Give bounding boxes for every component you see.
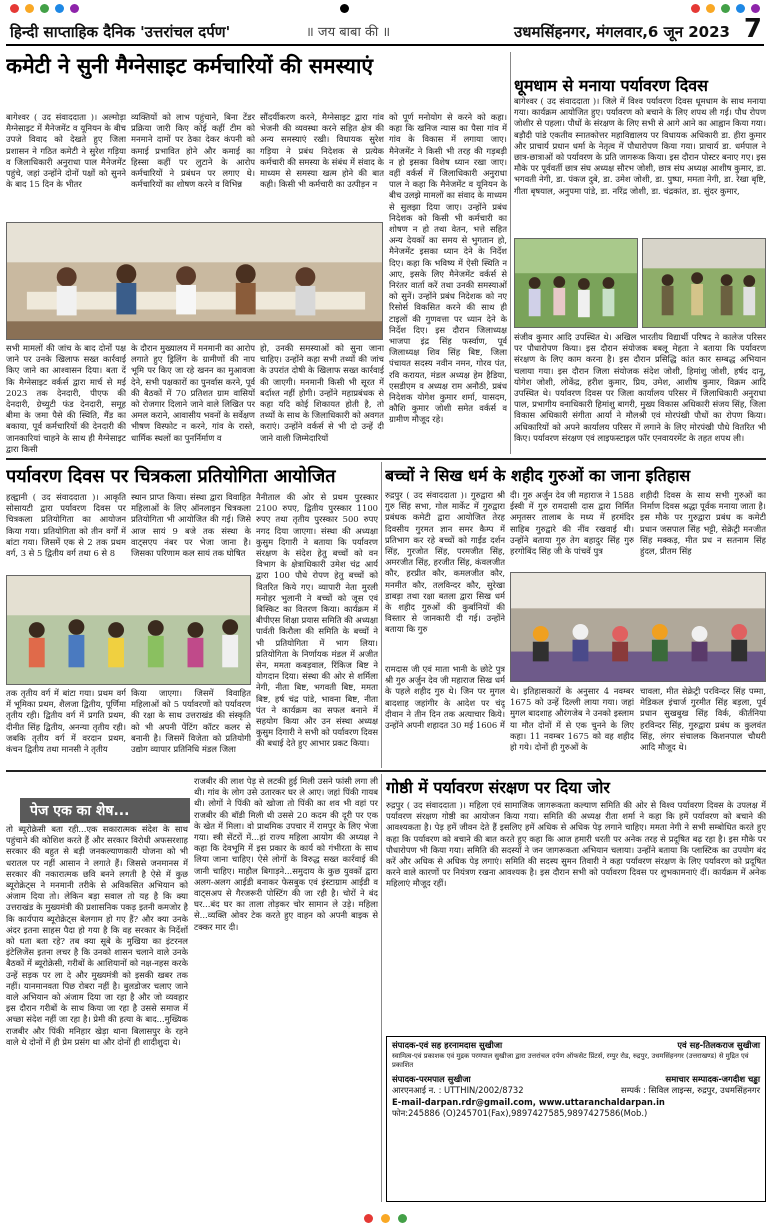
color-dots-left [10,4,79,14]
story3-col2: स्थान प्राप्त किया। संस्था द्वारा विवाहित महिलाओं के लिए ऑनलाइन चित्रकला प्रतियोगिता भी आयोजित की गई। जिसे आज सायं 9 बजे तक संस्था के वाट्सएप नंबर पर भेजा जाना है। जिसका परिणाम कल सायं तक घोषित [131,492,251,559]
tagline: ॥ जय बाबा की ॥ [306,25,391,40]
imprint-row [392,1085,760,1097]
imprint-row [392,1074,760,1086]
masthead [6,16,764,46]
story2-body: बागेश्वर ( उद संवाददाता )। जिले में विश्व पर्यावरण दिवस धूमधाम के साथ मनाया गया। कार्यक्रम आयोजित हुए। पर्यावरण को बचाने के लिए शपथ ली गई। पौध रोपण जोशीर से पहला। पौधों के संरक्षण के लिए सभी से आगे आने का आह्वान किया गया। बड़ौदी पांडे एकतीव स्नातकोत्तर महाविद्यालय पर विधायक अधिकारी डा. हीरा कुमार और प्राचार्य प्रधान धर्मा के नेतृत्व में पौधारोपण किया गया। प्राचार्य डा. धर्मपाल ने छात्र-छात्राओं को पर्यावरण के प्रति जागरूक किया। इस दौरान पोस्टर बनाए गए। इस मौके पर पूर्ववर्ती छात्र संघ अध्यक्ष सौरभ जोशी, छात्र संघ अध्यक्ष आशीष कुमार, डा. भगवती नेगी, डा. पंकज दुबे, डा. उमेश जोशी, डा. पुष्पा, ममता नेगी, डा. रेखा बृष्टि, गीता बृषयाल, अनुपमा पांडे, डा. नरिंद्र जोशी, डा. चंद्रकांत, डा. सुंदर कुमार, [514,96,766,196]
news-editor-name: समाचार सम्पादक-जगदीश चड्ढा [665,1073,760,1084]
dot [364,1214,373,1223]
story4-col3: शहीदी दिवस के साथ सभी गुरुओं का निर्माण दिवस श्रद्धा पूर्वक मनाया जाता है। इस मौके पर गुरुद्वारा प्रबंध क कमेटी प्रधान जसपाल सिंह भट्टी, सेक्रेट्री मनजीत सिंह मक्कड़, मीत प्रध न सतनाम सिंह हुंदल, प्रीतम सिंह [640,490,766,557]
co-editor-credit: एवं सह-तिलकराज सुखीजा [677,1040,760,1050]
color-dots-center [340,4,349,14]
story4-headline: बच्चों ने सिख धर्म के शहीद गुरुओं का जाना इतिहास [385,466,691,485]
story1-col4: को पूर्ण मनोयोग से करने को कहा। कहा कि खनिज न्यास का पैसा गांव में गांव के विकास में लगाया जाए। मैनेजमेंट ने किसी भी तरह की गड़बड़ी न हो इसका विशेष ध्यान रखा जाए। वहीं वर्कर्स में जिलाधिकारी अनुराधा पाल ने कहा कि मैनेजमेंट व यूनियन के बीच उलझे मामलों का संवाद के माध्यम से सुलझा दिया जाए। उन्होंने प्रबंध निदेशक को किसी भी कर्मचारी का शोषण न हो तथा वेतन, भत्ते सहित अन्य देयकों का समय से भुगतान हो, मैनेजमेंट इसका ध्यान देने के निर्देश दिए। कहा कि भविष्य में ऐसी स्थिति न आए, इसके लिए मैनेजमेंट वर्कर्स से निरंतर वार्ता करें तथा उनकी समस्याओं को सुनें। उन्होंने प्रबंध निदेशक को नए रिसोर्स विकसित करने की साथ ही टाइलों की गुणवत्ता पर ध्यान देने के निर्देश दिए। इस दौरान जिलाध्यक्ष भाजपा इंद्र सिंह फर्स्वाण, पूर्व जिलाध्यक्ष शिव सिंह बिष्ट, जिला पंचायत सदस्य नवीन नमन, गोरव पंत, रवि करायत, मंडल अध्यक्ष हेम हैडिया, एसडीएम व अध्यक्ष राम अनौठी, प्रबंध निदेशक योगेश कुमार शर्मा, यासदम, कौशि कुमार जोशी समेत वर्कर्स व ग्रामीण मौजूद रहे। [389,112,507,425]
dot [25,4,34,13]
divider [510,52,511,454]
story4-col1b: रामदास जी एवं माता भानी के छोटे पुत्र श्री गुरु अर्जुन देव जी महाराज सिख धर्म के पहले शहीद गुरु थे। जिन पर मुगल बादशाह जहांगीर के आदेश पर चंदू दीवान ने तीन दिन तक अत्याचार किये। उन्होंने अपनी शहादत 30 मई 1606 में [385,664,505,731]
page-number: 7 [743,14,762,44]
imprint-fine-print: स्वामित्व-एवं प्रकाशक एवं मुद्रक परमपाल सुखीजा द्वारा उत्तरांचल दर्पण ऑफसेट प्रिंटर्स, रम्पुर रोड, रुद्रपुर, उधमसिंहनगर (उत्तराखण्ड) से मुद्रित एवं प्रकाशित [392,1051,749,1069]
story4-col2b: थे। इतिहासकारों के अनुसार 4 नवम्बर 1675 को उन्हें दिल्ली लाया गया। जहां मुगल बादशाह औरंगजेब ने उनको इस्लाम या मौत दोनों में से एक चुनने के लिए कहा। 11 नवम्बर 1675 को वह शहीद हो गये। दोनों ही गुरुओं के [510,686,634,753]
dot [381,1214,390,1223]
dot [751,4,760,13]
imprint-row [392,1040,760,1052]
continued-col2: राजबीर की लाश पेड़ से लटकी हुई मिली उसने फांसी लगा ली थी। गांव के लोग उसे उतारकर घर ले आए। जहां पिंकी गायब थी। लोगों ने पिंकी को खोजा तो पिंकी का शव भी वहां पर राजबीर की बॉडी मिली थी उससे 20 कदम की दूरी पर एक के खेत में मिला। वो प्राथमिक उपचार में रामपुर के लिए भेजा गया। स्त्री सेंटरों में...हां राज्य महिला आयोग की अध्यक्ष ने कहा कि देवभूमि में इस प्रकार के कार्य को गंभीरता के साथ लिया जाना चाहिए। ऐसे लोगों के विरुद्ध सख्त कार्रवाई की जानी चाहिए। माहौल बिगाड़ने...समुदाय के कुछ युवकों द्वारा अलग-अलग आईडी बनाकर फेसबुक एवं इंस्टाग्राम आईडी व वाट्सअप से गैरजरूरी पोस्टिंग की जा रही है। चोरों ने बंद घर...बंद घर का ताला तोड़कर चोर सामान ले उड़े। महिला से...व्यक्ति ओवर टेक करते हुए वाहन को अपनी बाइक से टक्कर मार दी। [194,776,378,932]
story1-col1: बागेश्वर ( उद संवाददाता )। अल्मोड़ा मैग्नेसाइट में मैनेजमेंट व यूनियन के बीच उपजे विवाद को देखते हुए जिला प्रशासन ने गठित कमेटी ने सुरेश गड़िया व जिलाधिकारी अनुराधा पाल मैनेजमेंट पहुंचे, जहां उन्होंने दोनों पक्षों को सुनने के बाद 15 दिन के भीतर [6,112,126,190]
story3-col3: नैनीताल की ओर से प्रथम पुरस्कार 2100 रुपए, द्वितीय पुरस्कार 1100 रुपए तथा तृतीय पुरस्कार 500 रुपए नगद दिया जाएगा। संस्था की अध्यक्षा कुसुम दिगारी ने बताया कि पर्यावरण संरक्षण के संदेश हेतु बच्चों को वन विभाग के क्षेत्राधिकारी उमेश चंद्र आर्य द्वारा 100 पौधे रोपण हेतु बच्चों को वितरित किये गए। व्यापारी नेता मुरली मनोहर भुलानी ने बच्चों को जूस एवं बिस्किट का वितरण किया। कार्यक्रम में बीपीएस शिक्षा प्रयास समिति की अध्यक्षा पार्वती किरौला की समिति के बच्चों ने भी प्रतियोगिता में भाग लिया। प्रतियोगिता के निर्णायक मंडल में अजीत सेन, ममता कबड़वाल, रिंकिज बिष्ट ने योगदान दिया। संस्था की ओर से शर्मिला नेगी, नीता बिष्ट, भगवती बिष्ट, ममता बिष्ट, हर्ष चंद्र पांडे, भावना बिष्ट, नीता पंत ने कार्यक्रम का सफल बनाने में सहयोग किया और उन संस्था अध्यक्ष कुसुम दिगारी ने सभी को पर्यावरण दिवस की बधाई देते हुए आभार प्रकट किया। [256,492,378,749]
dot [70,4,79,13]
story6-headline: गोष्ठी में पर्यावरण संरक्षण पर दिया जोर [386,778,610,797]
story2-photo-officials [642,238,766,328]
story4-photo-camp [510,572,766,682]
divider [381,462,382,768]
dateline: उधमसिंहनगर, मंगलवार,6 जून 2023 [514,23,730,41]
dot [40,4,49,13]
registration-number: आरएनआई न. : UTTHIN/2002/8732 [392,1085,524,1095]
story1-col2b: के दौरान मुख्यालय में मनमानी का आरोप लगाते हुए ड्रिलिंग के ग्रामीणों की नाप भूमि पर किए जा रहे खनन का मुआवजा देने, सभी पक्षकारों का पुनर्वास करने, पूर्व की बैठकों में 70 प्रतिशत ग्राम वासियों को रोजगार दिलाने जाने वाले लिखित पर अमल कराने, आवासीय भवनों के सर्वेक्षण भीषण विस्फोट न करने, गांव के रास्ते, धार्मिक स्थलों का पुनर्निर्माण व [131,343,255,443]
dot [340,4,349,13]
story1-headline: कमेटी ने सुनी मैग्नेसाइट कर्मचारियों की समस्याएं [6,54,373,78]
divider [6,458,766,460]
contact-email: E-mail-darpan.rdr@gmail.com, www.uttaranchaldarpan.in [392,1096,665,1107]
story4-col2: दी। गुरु अर्जुन देव जी महाराज ने 1588 ईस्वी में गुरु रामदासी दास द्वारा निर्मित अमृतसर तालाब के मध्य में हरमंदिर साहिब गुरुद्वारे की नींव रखवाई थी। उन्होंने बताया गुरु तेग बहादुर सिंह गुरु हरगोबिंद सिंह जी के पांचवें पुत्र [510,490,634,557]
story1-photo-meeting [6,222,383,340]
story4-col1: रुद्रपुर ( उद संवाददाता )। गुरुद्वारा श्री गुरु सिंह सभा, गोल मार्केट में गुरुद्वारा प्रबंधक कमेटी द्वारा आयोजित तेरह दिवसीय गुरमत ज्ञान समर कैम्प में प्रतिभाग कर रहे बच्चों को गाईड दर्शन सिंह, गुरजोत सिंह, परमजीत सिंह, अमरजीत सिंह, हरजीत सिंह, कंवलजीत कौर, हरप्रीत कौर, कमलजीत कौर, मनमीत कौर, तलविन्दर कौर, सुरेखा डाबड़ा तथा रक्षा बतला द्वारा सिख धर्म के शहीद गुरुओं की कुर्बानियों की विस्तार से जानकारी दी गई। उन्होंने बताया कि गुरु [385,490,505,635]
dot [398,1214,407,1223]
office-address: सम्पर्क : सिविल लाइन्स, रुद्रपुर, उधमसिंहनगर [620,1085,760,1095]
story3-photo-children [6,575,251,685]
dot [706,4,715,13]
story1-col3: सौंदर्यीकरण करने, मैग्नेसाइट द्वारा गांव भेजनी की व्यवस्था करने सहित क्षेत्र की अन्य समस्याएं रखी। विधायक सुरेश गड़िया ने प्रबंध निदेशक से प्रत्येक कर्मचारी की समस्या के संबंध में संवाद के माध्यम से समस्या खत्म होने की बात कही। किसी भी कर्मचारी का उत्पीड़न न [260,112,384,190]
paper-name: हिन्दी साप्ताहिक दैनिक 'उत्तरांचल दर्पण' [10,23,231,41]
story3-col1: हल्द्वानी ( उद संवाददाता )। आकृति सोसायटी द्वारा पर्यावरण दिवस पर चित्रकला प्रतियोगिता का आयोजन किया गया। प्रतियोगिता को तीन वर्गों में बांटा गया। जिसमें एक से 2 तक प्रथम वर्ग, 3 से 5 द्वितीय वर्ग तथा 6 से 8 [6,492,126,559]
story1-col1b: सभी मामलों की जांच के बाद दोनों पक्ष जाने पर उनके खिलाफ सख्त कार्रवाई किए जाने का आश्वासन दिया। बता दें कि मैग्नेसाइट वर्कर्स द्वारा मार्च से मई 2023 तक देनदारी, पीएफ की देनदारी, ग्रेच्युटी फंड देनदारी, समूह बीमा के जमा पैसे की स्थिति, मैंड का बकाया, पूर्व कर्मचारियों की देनदारी की जानकारियां चाहने के साथ ही मैग्नेसाइट द्वारा किसी [6,343,126,453]
dot [691,4,700,13]
bottom-color-dots [0,1210,770,1226]
dot [10,4,19,13]
story1-col3b: हो, उनकी समस्याओं को सुना जाना चाहिए। उन्होंने कहा सभी तथ्यों की जांच के उपरांत दोषी के खिलाफ सख्त कार्रवाई की जाएगी। मनमानी किसी भी सूरत में बर्दाश्त नहीं होगी। उन्होंने महाप्रबंधक से कहा यदि कोई शिकायत होती है, तो तथ्यों के साथ के जिलाधिकारी को अवगत कराएं। उन्होंने वर्कर्स से भी दो उन्हें दी जाने वाली जिम्मेदारियों [260,343,384,443]
editor-credit: संपादक-एवं सह हरनामदास सुखीजा [392,1040,503,1050]
continued-col1: तो ब्यूरोक्रेसी बता रही...एक सकारात्मक संदेश के साथ पहुंचाने की कोशिश करते हैं और सरकार विरोधी अफसरशाह सरकार की बहुत से बड़ी जनकल्याणकारी योजना को भी धरातल पर नहीं आसान ने लगाते हैं। जिससे जनमानस में सरकार की नकारात्मक छवि बनने लगती है ऐसे में कुछ ब्यूरोक्रेट्स ने मनमानी तरीके से अविकसित अभियान को अंजाम दिया तो। लेकिन बड़ा सवाल तो यह है कि क्या उत्तराखंड के मुख्यमंत्री की प्रशासनिक पकड़ इतनी कमजोर है कि कार्यपाय ब्यूरोक्रेट्स बेलगाम हो गए हैं? और क्या उनके अंदर इतना साहस पैदा हो गया है कि वह सरकार के निर्देशों को धता बता रहे? तब क्या सूबे के मुखिया का इंटरनल इंटेलिजेंस इतना लचर है कि उनको शासन चलाने वाले उनके बैठकों में ब्यूरोक्रेसी, गरीबों के आशियानों को नक्ष-नहस करके उन्हें सड़क पर ला दे और मुख्यमंत्री को इसकी खबर तक नहीं। यानमानवता पिछ रोबरा नहीं है। बुलडोजर चलाए जाने वाले अभियान को अंजाम दिया जा रहा है और जो व्यवहार इस दौरान गरीबों के साथ किया जा रहा है उससे समाज में अच्छा संदेश नहीं जा रहा है। प्रेमी की हत्या के बाद...मुख्यिक राजबीर और पिंकी मनिहार खेड़ा थाना बिलासपुर के रहने वाले थे दोनों में ही प्रेम प्रसंग था और दोनों ही शादीशुदा थे। [6,824,188,1047]
color-dots-right [691,4,760,14]
story2-headline: धूमधाम से मनाया पर्यावरण दिवस [514,76,708,95]
divider [381,774,382,1202]
continued-box-heading: पेज एक का शेष... [20,798,190,823]
dot [721,4,730,13]
story3-col2b: किया जाएगा। जिसमें विवाहित महिलाओं को 5 पर्यावरणों को पर्यावरण की रक्षा के साथ उत्तराखंड की संस्कृति को भी अपनी पेंटिंग कॉटर कलर से बनानी है। जिसमें विजेता को प्रतियोगी उद्योग व्यापार प्रतिनिधि मंडल जिला [131,688,251,755]
imprint-box [386,1036,766,1202]
story6-body: रुद्रपुर ( उद संवाददाता )। महिला एवं सामाजिक जागरूकता कल्याण समिति की ओर से विश्व पर्यावरण दिवस के उपलक्ष में पर्यावरण संरक्षण गोष्ठी का आयोजन किया गया। समिति की अध्यक्ष रीता शर्मा ने कहा कि हमें पर्यावरण को बचाने की आवश्यकता है। पेड़ हमें जीवन देते हैं इसलिए हमें अधिक से अधिक पेड़ लगाने चाहिए। ममता नेगी ने सभी सम्बोधित करते हुए कहा कि पर्यावरण को बचाने की बात करते हुए कहा कि आज हमारी धरती पर अनेक तरह से प्रदूषित बढ़ रहा है। इस मौके पर पौधारोपण भी किया गया। समिति की सदस्यों ने जन जागरूकता अभियान चलाया। उन्होंने बताया कि प्लास्टिक का उपयोग बंद करें और अधिक से अधिक पेड़ लगाएं। समिति की सदस्य सुमन तिवारी ने कहा पर्यावरण संरक्षण के लिए पर्यावरण को प्रदूषित करने वाले कारणों पर नियंत्रण रखना आवश्यक है। इस दौरान सभी को पर्यावरण दिवस पर शुभकामनाएं दीं। कार्यक्रम में अनेक महिलाएं मौजूद रहीं। [386,800,766,889]
story3-headline: पर्यावरण दिवस पर चित्रकला प्रतियोगिता आयोजित [6,466,336,487]
divider [6,770,766,772]
story1-col2: व्यक्तियों को लाभ पहुंचाने, बिना टेंडर प्रक्रिया जारी किए कोई कहीं टीम को मनमाने दामों पर ठेका देकर कंपनी को कमाई प्रभावित होने और कमाई का हिस्सा कहीं पर लुटाने के आरोप कर्मचारियों ने प्रबंधन पर लगाए थे। कर्मचारियों का शोषण करने व विभिन्न [131,112,255,190]
dot [736,4,745,13]
dot [55,4,64,13]
story3-col1b: तक तृतीय वर्ग में बांटा गया। प्रथम वर्ग में भूमिका प्रथम, शैलजा द्वितीय, पूर्णिमा तृतीय रही। द्वितीय वर्ग में प्रगति प्रथम, दीनीत सिंह द्वितीय, अनन्या तृतीय रही। जबकि तृतीय वर्ग में वरदान प्रथम, कंचन द्वितीय तथा मानसी ने तृतीय [6,688,126,755]
story2-photo-students [514,238,638,328]
editor-name: संपादक-परमपाल सुखीजा [392,1073,471,1084]
story4-col3b: चावला, मीत सेक्रेट्री परविन्दर सिंह पम्मा, मेडिकल इंचार्ज गुरमीत सिंह बड़ला, पूर्व प्रधान सुखबुख सिंह विर्क, कीर्तनिया हरविन्दर सिंह, गुरुद्वारा प्रबंध क कुलवंत सिंह, लंगर संचालक किशनपाल चौधरी आदि मौजूद थे। [640,686,766,753]
story2-body2: संजीव कुमार आदि उपस्थित थे। अखिल भारतीय विद्यार्थी परिषद ने कालेज परिसर पर पौधारोपण किया। इस दौरान संयोजक बबलू मेहता ने बताया कि पर्यावरण संरक्षण के लिए काम करना है। इस दौरान प्रसिद्धि कांत कार सम्बद्ध अभियान चलाया गया। इस दौरान जिला संयोजक संदेश जोशी, हिमांशु जोशी, हर्षद दानू, योगेश जोशी, लोकेंद्र, हरीश कुमार, प्रिय, उमेश, आशीष कुमार, विक्रम आदि उपस्थित थे। पर्यावरण दिवस पर जिला कार्यालय परिसर में जिलाधिकारी अनुराधा पाल, प्रभागीय वनाधिकारी हिमांशु बागरी, मुख्य विकास अधिकारी संजय सिंह, जिला विकास अधिकारी संगीता आर्या ने मौलश्री एवं मोरपंखी पौधों का रोपण किया। अधिकारियों को अपने कार्यालय परिसर में लगाने के लिए मोरपंखी पौधे वितरित भी किए। पर्यावरण संरक्षण एवं लाइफस्टाइल फॉर एनवायरमेंट के तहत शपथ ली। [514,332,766,443]
contact-phone: फोन:245886 (O)245701(Fax),9897427585,9897427586(Mob.) [392,1108,648,1118]
